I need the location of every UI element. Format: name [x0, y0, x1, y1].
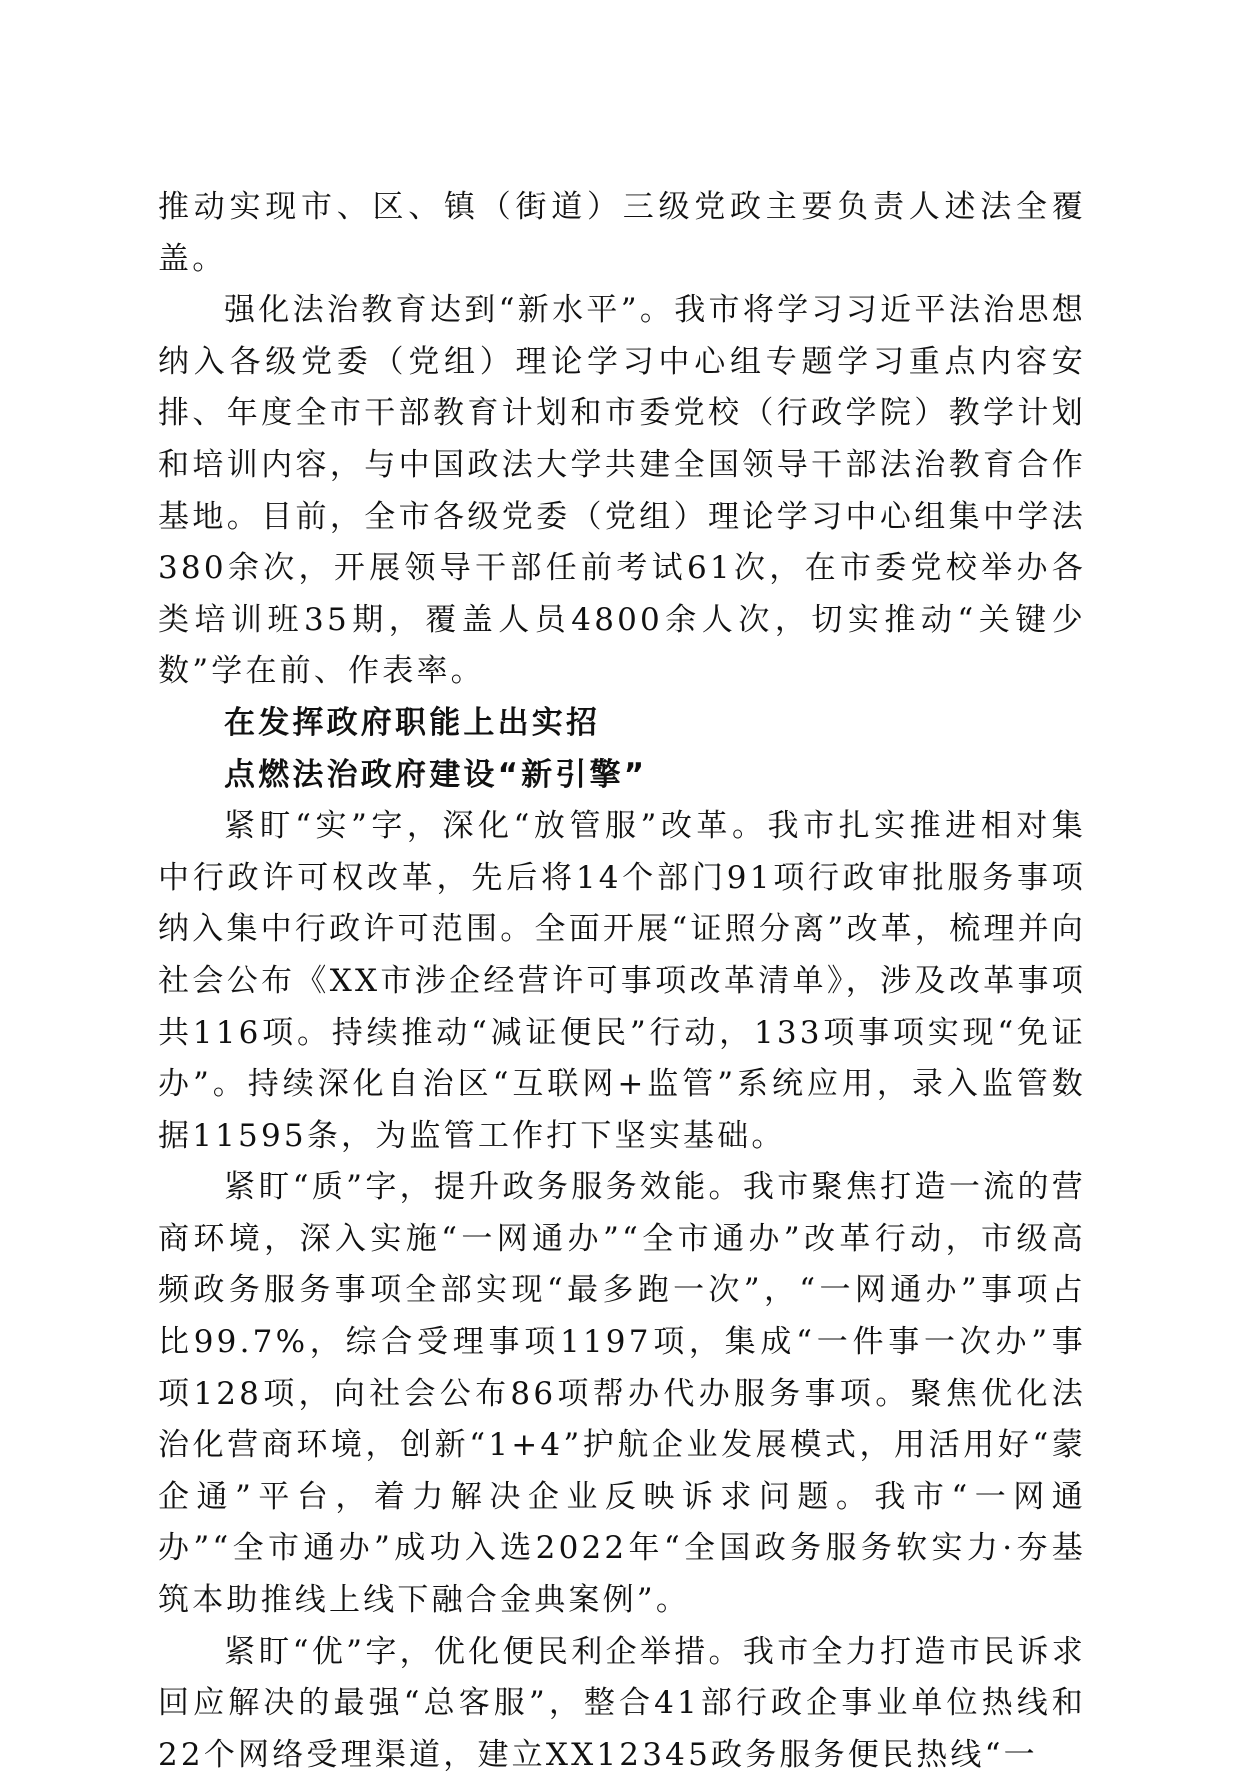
paragraph-service-efficiency: 紧盯“质”字，提升政务服务效能。我市聚焦打造一流的营商环境，深入实施“一网通办”“全市通办”改革行动，市级高频政务服务事项全部实现“最多跑一次”，“一网通办”事项占比99.7%，综合受理事项1197项，集成“一件事一次办”事项128项，向社会公布86项帮办代办服务事项。聚焦优化法治化营商环境，创新“1+4”护航企业发展模式，用活用好“蒙企通”平台，着力解决企业反映诉求问题。我市“一网通办”“全市通办”成功入选2022年“全国政务服务软实力·夯基筑本助推线上线下融合金典案例”。 — [158, 1169, 1086, 1619]
paragraph-reform: 紧盯“实”字，深化“放管服”改革。我市扎实推进相对集中行政许可权改革，先后将14个部门91项行政审批服务事项纳入集中行政许可范围。全面开展“证照分离”改革，梳理并向社会公布《XX市涉企经营许可事项改革清单》，涉及改革事项共116项。持续推动“减证便民”行动，133项事项实现“免证办”。持续深化自治区“互联网+监管”系统应用，录入监管数据11595条，为监管工作打下坚实基础。 — [158, 808, 1086, 1154]
document-body — [158, 182, 1086, 1781]
paragraph-citizen-service: 紧盯“优”字，优化便民利企举措。我市全力打造市民诉求回应解决的最强“总客服”，整合41部行政企事业单位热线和22个网络受理渠道，建立XX12345政务服务便民热线“一 — [158, 1633, 1086, 1773]
paragraph-continuation: 推动实现市、区、镇（街道）三级党政主要负责人述法全覆盖。 — [158, 189, 1086, 277]
paragraph-legal-education: 强化法治教育达到“新水平”。我市将学习习近平法治思想纳入各级党委（党组）理论学习中心组专题学习重点内容安排、年度全市干部教育计划和市委党校（行政学院）教学计划和培训内容，与中国政法大学共建全国领导干部法治教育合作基地。目前，全市各级党委（党组）理论学习中心组集中学法380余次，开展领导干部任前考试61次，在市委党校举办各类培训班35期，覆盖人员4800余人次，切实推动“关键少数”学在前、作表率。 — [158, 292, 1086, 690]
section-heading-line-1: 在发挥政府职能上出实招 — [224, 704, 601, 741]
section-heading-line-2: 点燃法治政府建设“新引擎” — [224, 756, 648, 793]
